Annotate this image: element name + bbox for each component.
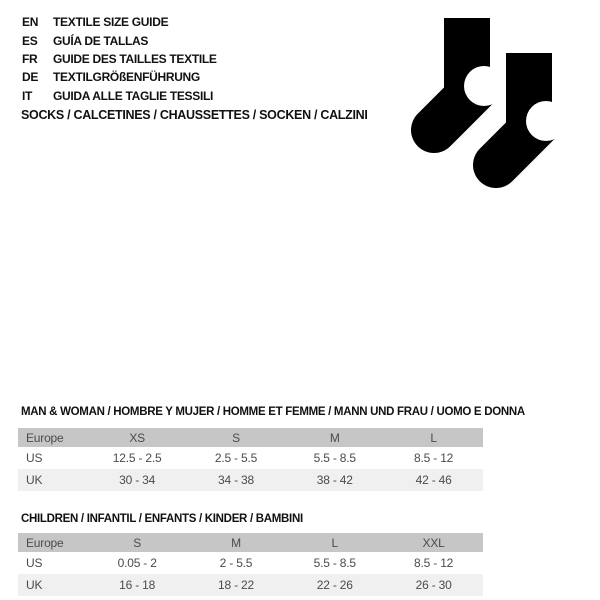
row-label: US bbox=[26, 451, 43, 465]
size-cell: 38 - 42 bbox=[316, 473, 353, 487]
size-cell: 30 - 34 bbox=[119, 473, 156, 487]
size-table-children bbox=[18, 533, 483, 596]
size-table-adult bbox=[18, 428, 483, 491]
language-label: TEXTILE SIZE GUIDE bbox=[53, 15, 169, 30]
column-header: XXL bbox=[384, 533, 483, 552]
table-row bbox=[18, 552, 483, 574]
column-header: S bbox=[187, 428, 286, 447]
table-row bbox=[18, 574, 483, 596]
column-header: S bbox=[88, 533, 187, 552]
language-row bbox=[22, 50, 217, 68]
language-label: GUIDE DES TAILLES TEXTILE bbox=[53, 51, 217, 66]
children-table-title: CHILDREN / INFANTIL / ENFANTS / KINDER / BAMBINI bbox=[21, 513, 303, 525]
category-line: SOCKS / CALCETINES / CHAUSSETTES / SOCKEN / CALZINI bbox=[21, 108, 368, 122]
size-cell: 22 - 26 bbox=[316, 578, 353, 592]
column-header: L bbox=[285, 533, 384, 552]
size-cell: 26 - 30 bbox=[415, 578, 452, 592]
language-label: TEXTILGRÖßENFÜHRUNG bbox=[53, 70, 200, 85]
language-code: ES bbox=[22, 33, 38, 48]
language-code: DE bbox=[22, 70, 39, 85]
language-row bbox=[22, 87, 217, 105]
column-header: Europe bbox=[18, 533, 88, 552]
row-label: UK bbox=[26, 473, 43, 487]
row-label: US bbox=[26, 556, 43, 570]
size-cell: 0.05 - 2 bbox=[117, 556, 157, 570]
language-code: FR bbox=[22, 51, 38, 66]
size-cell: 18 - 22 bbox=[217, 578, 254, 592]
size-cell: 8.5 - 12 bbox=[414, 451, 454, 465]
size-cell: 2 - 5.5 bbox=[219, 556, 253, 570]
language-label: GUÍA DE TALLAS bbox=[53, 33, 149, 48]
language-code: IT bbox=[22, 88, 33, 103]
row-label: UK bbox=[26, 578, 43, 592]
column-header: XS bbox=[88, 428, 187, 447]
adult-table-title: MAN & WOMAN / HOMBRE Y MUJER / HOMME ET FEMME / MANN UND FRAU / UOMO E DONNA bbox=[21, 406, 525, 418]
column-header: M bbox=[285, 428, 384, 447]
column-header: Europe bbox=[18, 428, 88, 447]
table-row bbox=[18, 447, 483, 469]
size-cell: 5.5 - 8.5 bbox=[313, 556, 356, 570]
size-cell: 12.5 - 2.5 bbox=[112, 451, 162, 465]
table-header-row bbox=[18, 428, 483, 447]
column-header: M bbox=[187, 533, 286, 552]
size-cell: 5.5 - 8.5 bbox=[313, 451, 356, 465]
size-cell: 8.5 - 12 bbox=[414, 556, 454, 570]
language-row bbox=[22, 31, 217, 49]
size-cell: 42 - 46 bbox=[415, 473, 452, 487]
size-cell: 16 - 18 bbox=[119, 578, 156, 592]
table-row bbox=[18, 469, 483, 491]
size-cell: 2.5 - 5.5 bbox=[214, 451, 258, 465]
size-cell: 34 - 38 bbox=[217, 473, 254, 487]
language-code: EN bbox=[22, 15, 39, 30]
socks-icon bbox=[402, 16, 570, 194]
language-label: GUIDA ALLE TAGLIE TESSILI bbox=[53, 88, 214, 103]
table-header-row bbox=[18, 533, 483, 552]
column-header: L bbox=[384, 428, 483, 447]
language-row bbox=[22, 13, 217, 31]
language-row bbox=[22, 68, 217, 86]
language-list bbox=[22, 13, 217, 105]
